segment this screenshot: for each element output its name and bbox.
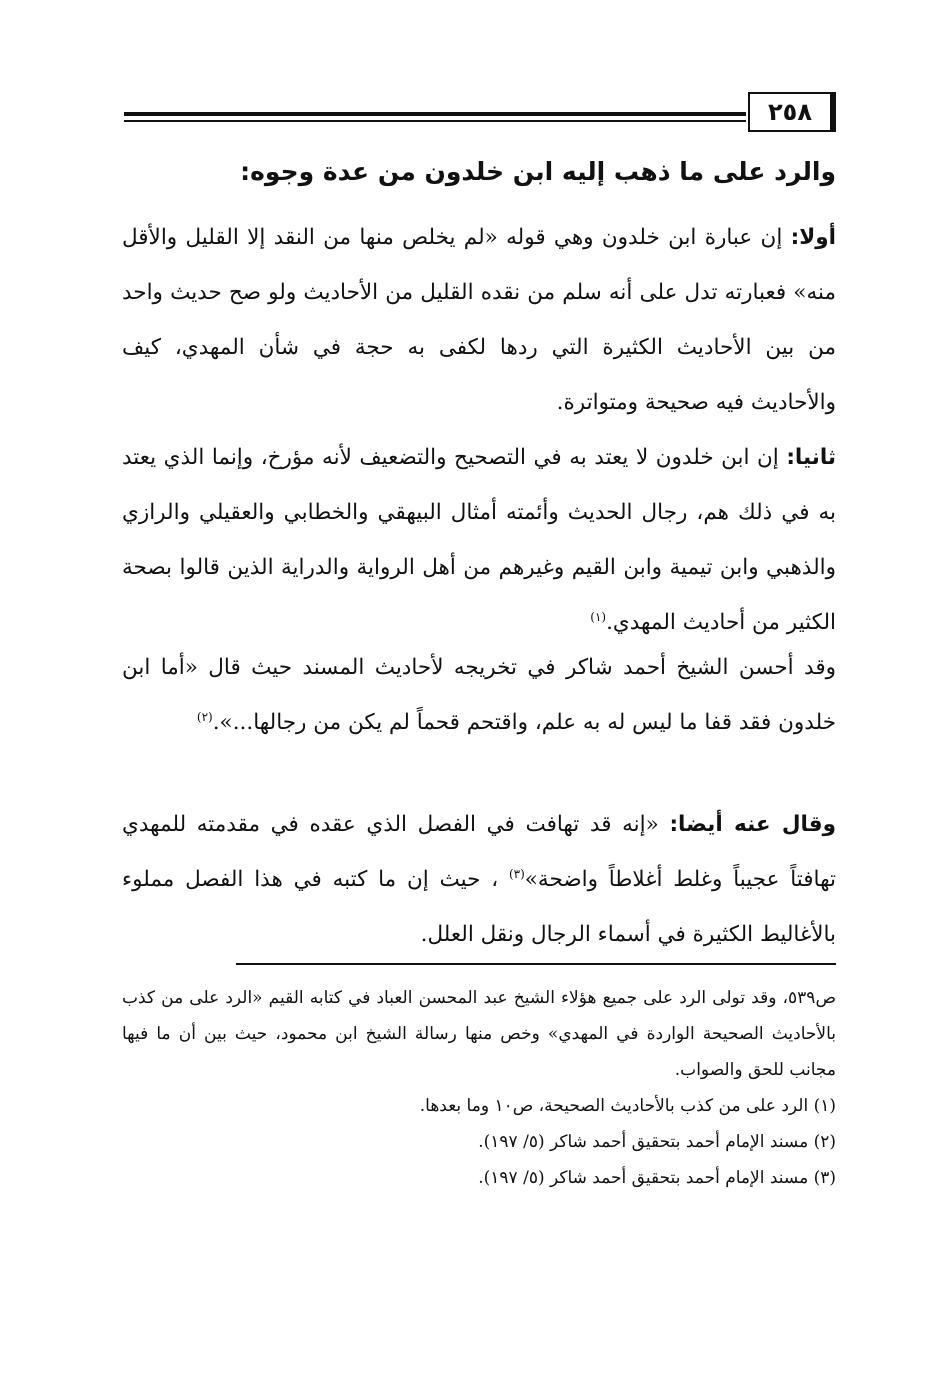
footnote-continuation: ص٥٣٩، وقد تولى الرد على جميع هؤلاء الشيخ عبد المحسن العباد في كتابه القيم «الرد على من كذب بالأحاديث الصحيحة الواردة في المهدي» وخص منها رسالة الشيخ ابن محمود، حيث بين أن ما فيها مجانب للحق والصواب. [122, 988, 836, 1080]
footnote-2: (٢) مسند الإمام أحمد بتحقيق أحمد شاكر (٥/ ١٩٧). [478, 1132, 836, 1152]
paragraph-2 [122, 430, 836, 650]
header-rule-thick [124, 112, 746, 116]
paragraph-text: إن ابن خلدون لا يعتد به في التصحيح والتضعيف لأنه مؤرخ، وإنما الذي يعتد به في ذلك هم، رجال الحديث وأئمته أمثال البيهقي والخطابي والعقيلي والرازي والذهبي وابن تيمية وابن القيم وغيرهم من أهل الرواية والدراية الذين قالوا بصحة الكثير من أحاديث المهدي. [122, 445, 836, 635]
footnote-separator [236, 963, 836, 965]
paragraph-3 [122, 640, 836, 750]
paragraph-lead: ثانيا: [786, 445, 836, 470]
paragraph-text: إن عبارة ابن خلدون وهي قوله «لم يخلص منها من النقد إلا القليل والأقل منه» فعبارته تدل على أنه سلم من نقده القليل من الأحاديث ولو صح حديث واحد من بين الأحاديث الكثيرة التي ردها لكفى به حجة في شأن المهدي، كيف والأحاديث فيه صحيحة ومتواترة. [122, 225, 836, 415]
paragraph-text: «إنه قد تهافت في الفصل الذي عقده في مقدمته للمهدي تهافتاً عجيباً وغلط أغلاطاً واضحة» [122, 812, 836, 892]
paragraph-text: وقد أحسن الشيخ أحمد شاكر في تخريجه لأحاديث المسند حيث قال «أما ابن خلدون فقد قفا ما ليس له به علم، واقتحم قحماً لم يكن من رجالها...». [122, 655, 836, 735]
paragraph-1 [122, 210, 836, 430]
footnotes [122, 980, 836, 1196]
footnote-marker: (٣) [508, 866, 525, 881]
paragraph-tail: ، حيث إن ما كتبه في هذا الفصل مملوء بالأغاليط الكثيرة في أسماء الرجال ونقل العلل. [122, 867, 836, 947]
footnote-3: (٣) مسند الإمام أحمد بتحقيق أحمد شاكر (٥/ ١٩٧). [478, 1168, 836, 1188]
header-rule-thin [124, 120, 746, 122]
paragraph-lead: وقال عنه أيضا: [669, 812, 836, 837]
page-header [124, 92, 836, 136]
footnote-marker: (١) [590, 609, 607, 624]
footnote-1: (١) الرد على من كذب بالأحاديث الصحيحة، ص١٠ وما بعدها. [419, 1096, 836, 1116]
paragraph-4 [122, 797, 836, 962]
footnote-marker: (٢) [196, 709, 213, 724]
section-heading: والرد على ما ذهب إليه ابن خلدون من عدة وجوه: [240, 157, 836, 186]
page-number: ٢٥٨ [748, 92, 836, 132]
paragraph-lead: أولا: [790, 225, 836, 250]
